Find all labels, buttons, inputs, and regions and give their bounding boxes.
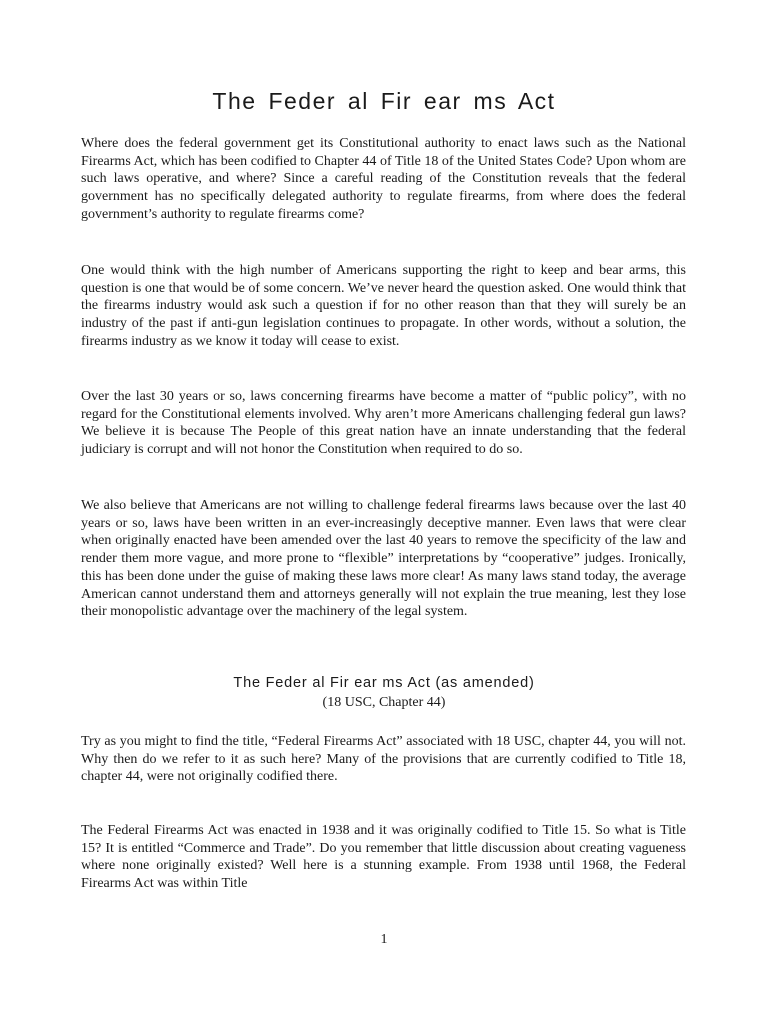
paragraph: One would think with the high number of Americans supporting the right to keep and bear arms, this question is one that would be of some concern. We’ve never heard the question asked. One would think that the firearms industry would ask such a question if for no other reason than that they will surely be an industry of the past if anti-gun legislation continues to propagate. In other words, without a solution, the firearms industry as we know it today will cease to exist. — [81, 263, 686, 349]
paragraph: Where does the federal government get its Constitutional authority to enact laws such as the National Firearms Act, which has been codified to Chapter 44 of Title 18 of the United States Code? Upon whom are such laws operative, and where? Since a careful reading of the Constitution reveals that the federal government has no specifically delegated authority to regulate firearms, from where does the federal government’s authority to regulate firearms come? — [81, 136, 686, 222]
paragraph: The Federal Firearms Act was enacted in 1938 and it was originally codified to Title 15. So what is Title 15? It is entitled “Commerce and Trade”. Do you remember that little discussion about creating vagueness where none originally existed? Well here is a stunning example. From 1938 until 1968, the Federal Firearms Act was within Title — [81, 823, 686, 892]
paragraph: Try as you might to find the title, “Federal Firearms Act” associated with 18 USC, chapter 44, you will not. Why then do we refer to it as such here? Many of the provisions that are currently codified to Title 18, chapter 44, were not originally codified there. — [81, 734, 686, 785]
paragraph: We also believe that Americans are not willing to challenge federal firearms laws because over the last 40 years or so, laws have been written in an ever-increasingly deceptive manner. Even laws that were clear when originally enacted have been amended over the last 40 years to remove the specificity of the law and render them more vague, and more prone to “flexible” interpretations by “cooperative” judges. Ironically, this has been done under the guise of making these laws more clear! As many laws stand today, the average American cannot understand them and attorneys generally will not explain the true meaning, lest they lose their monopolistic advantage over the machinery of the legal system. — [81, 498, 686, 620]
page-number: 1 — [380, 932, 388, 947]
section-reference: (18 USC, Chapter 44) — [322, 695, 446, 710]
document-title: The Feder al Fir ear ms Act — [212, 88, 556, 114]
paragraph: Over the last 30 years or so, laws concerning firearms have become a matter of “public policy”, with no regard for the Constitutional elements involved. Why aren’t more Americans challenging federal gun laws? We believe it is because The People of this great nation have an innate understanding that the federal judiciary is corrupt and will not honor the Constitution when required to do so. — [81, 389, 686, 458]
section-heading: The Feder al Fir ear ms Act (as amended) — [233, 675, 535, 691]
